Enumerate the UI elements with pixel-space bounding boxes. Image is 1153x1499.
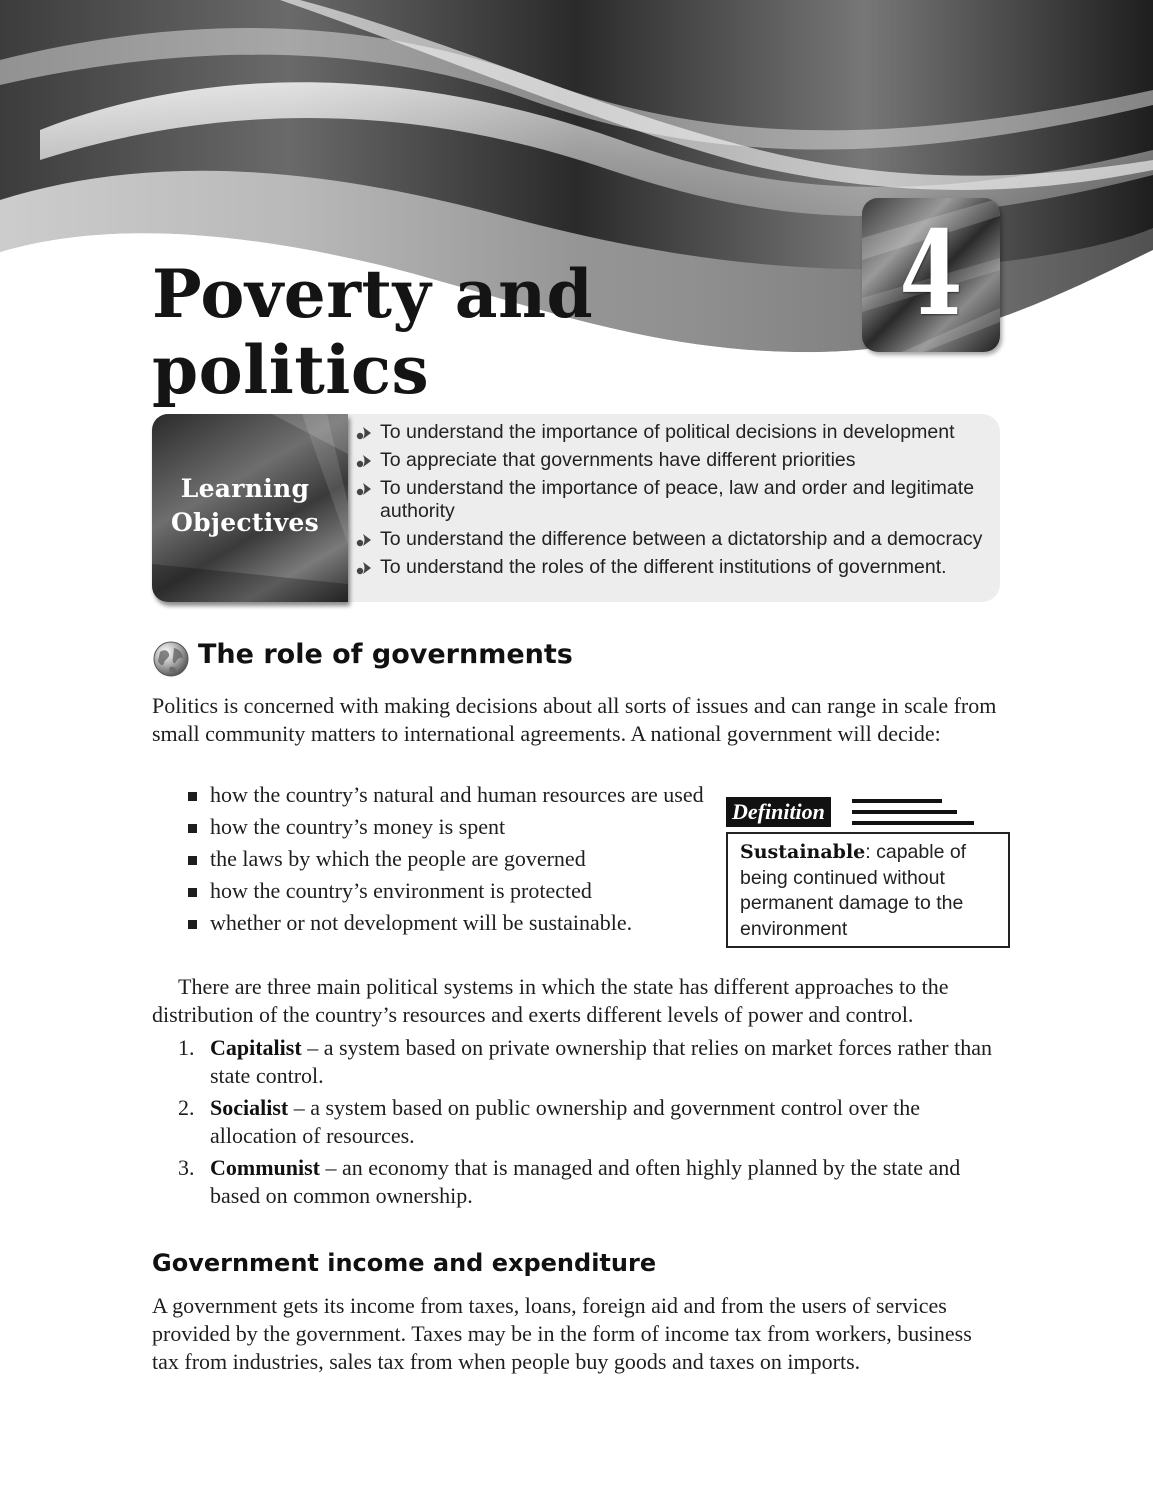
objective-item: To understand the importance of political decisions in development <box>356 421 996 444</box>
lo-title-line-2: Objectives <box>171 508 319 537</box>
list-item: whether or not development will be sustainable. <box>188 909 708 937</box>
list-item: how the country’s natural and human resources are used <box>188 781 708 809</box>
objective-item: To appreciate that governments have different priorities <box>356 449 996 472</box>
learning-objectives-label-box <box>152 414 348 602</box>
chapter-number-badge <box>862 198 1000 352</box>
square-bullet-icon <box>188 920 197 929</box>
objective-item: To understand the importance of peace, law and order and legitimate authority <box>356 477 996 522</box>
definition-rule <box>852 799 942 803</box>
objective-item: To understand the difference between a dictatorship and a democracy <box>356 528 996 551</box>
list-item: the laws by which the people are governed <box>188 845 708 873</box>
section-heading-income-expenditure: Government income and expenditure <box>152 1249 657 1277</box>
list-item: 1. Capitalist – a system based on private ownership that relies on market forces rather than state control. <box>178 1035 993 1088</box>
definition-label: Definition <box>726 797 831 827</box>
system-term: Socialist <box>210 1095 289 1120</box>
objective-item: To understand the roles of the different institutions of government. <box>356 556 996 579</box>
learning-objectives-title <box>152 472 338 540</box>
globe-icon <box>152 640 190 678</box>
definition-box <box>726 832 1010 948</box>
arrow-bullet-icon <box>356 560 374 576</box>
arrow-bullet-icon <box>356 481 374 497</box>
government-decisions-list <box>188 781 708 941</box>
list-item: how the country’s environment is protected <box>188 877 708 905</box>
political-systems-list <box>178 1034 1008 1214</box>
arrow-bullet-icon <box>356 532 374 548</box>
square-bullet-icon <box>188 824 197 833</box>
system-term: Capitalist <box>210 1035 302 1060</box>
arrow-bullet-icon <box>356 425 374 441</box>
square-bullet-icon <box>188 888 197 897</box>
chapter-title-line-2: politics <box>152 331 430 409</box>
political-systems-paragraph: There are three main political systems in which the state has different approaches to the distribution of the country’s resources and exerts different levels of power and control. <box>152 974 949 1027</box>
square-bullet-icon <box>188 856 197 865</box>
chapter-title-line-1: Poverty and <box>152 255 594 333</box>
definition-text: : capable of being continued without permanent damage to the environment <box>740 841 967 940</box>
income-paragraph: A government gets its income from taxes, loans, foreign aid and from the users of services provided by the government. Taxes may be in the form of income tax from workers, business tax from industries, sales tax from when people buy goods and taxes on imports. <box>152 1293 972 1374</box>
definition-rule <box>852 821 974 825</box>
system-term: Communist <box>210 1155 321 1180</box>
definition-rule <box>852 810 957 814</box>
list-item: 3. Communist – an economy that is managed and often highly planned by the state and based on common ownership. <box>178 1155 961 1208</box>
lo-title-line-1: Learning <box>180 474 310 503</box>
arrow-bullet-icon <box>356 453 374 469</box>
intro-paragraph: Politics is concerned with making decisions about all sorts of issues and can range in scale from small community matters to international agreements. A national government will decide: <box>152 693 997 746</box>
learning-objectives-list <box>356 421 996 584</box>
definition-term: Sustainable <box>740 841 866 863</box>
square-bullet-icon <box>188 792 197 801</box>
list-item: how the country’s money is spent <box>188 813 708 841</box>
chapter-number: 4 <box>899 206 963 342</box>
list-item: 2. Socialist – a system based on public ownership and government control over the allocation of resources. <box>178 1095 920 1148</box>
section-heading-role-of-governments: The role of governments <box>198 639 573 670</box>
chapter-title <box>152 256 593 408</box>
